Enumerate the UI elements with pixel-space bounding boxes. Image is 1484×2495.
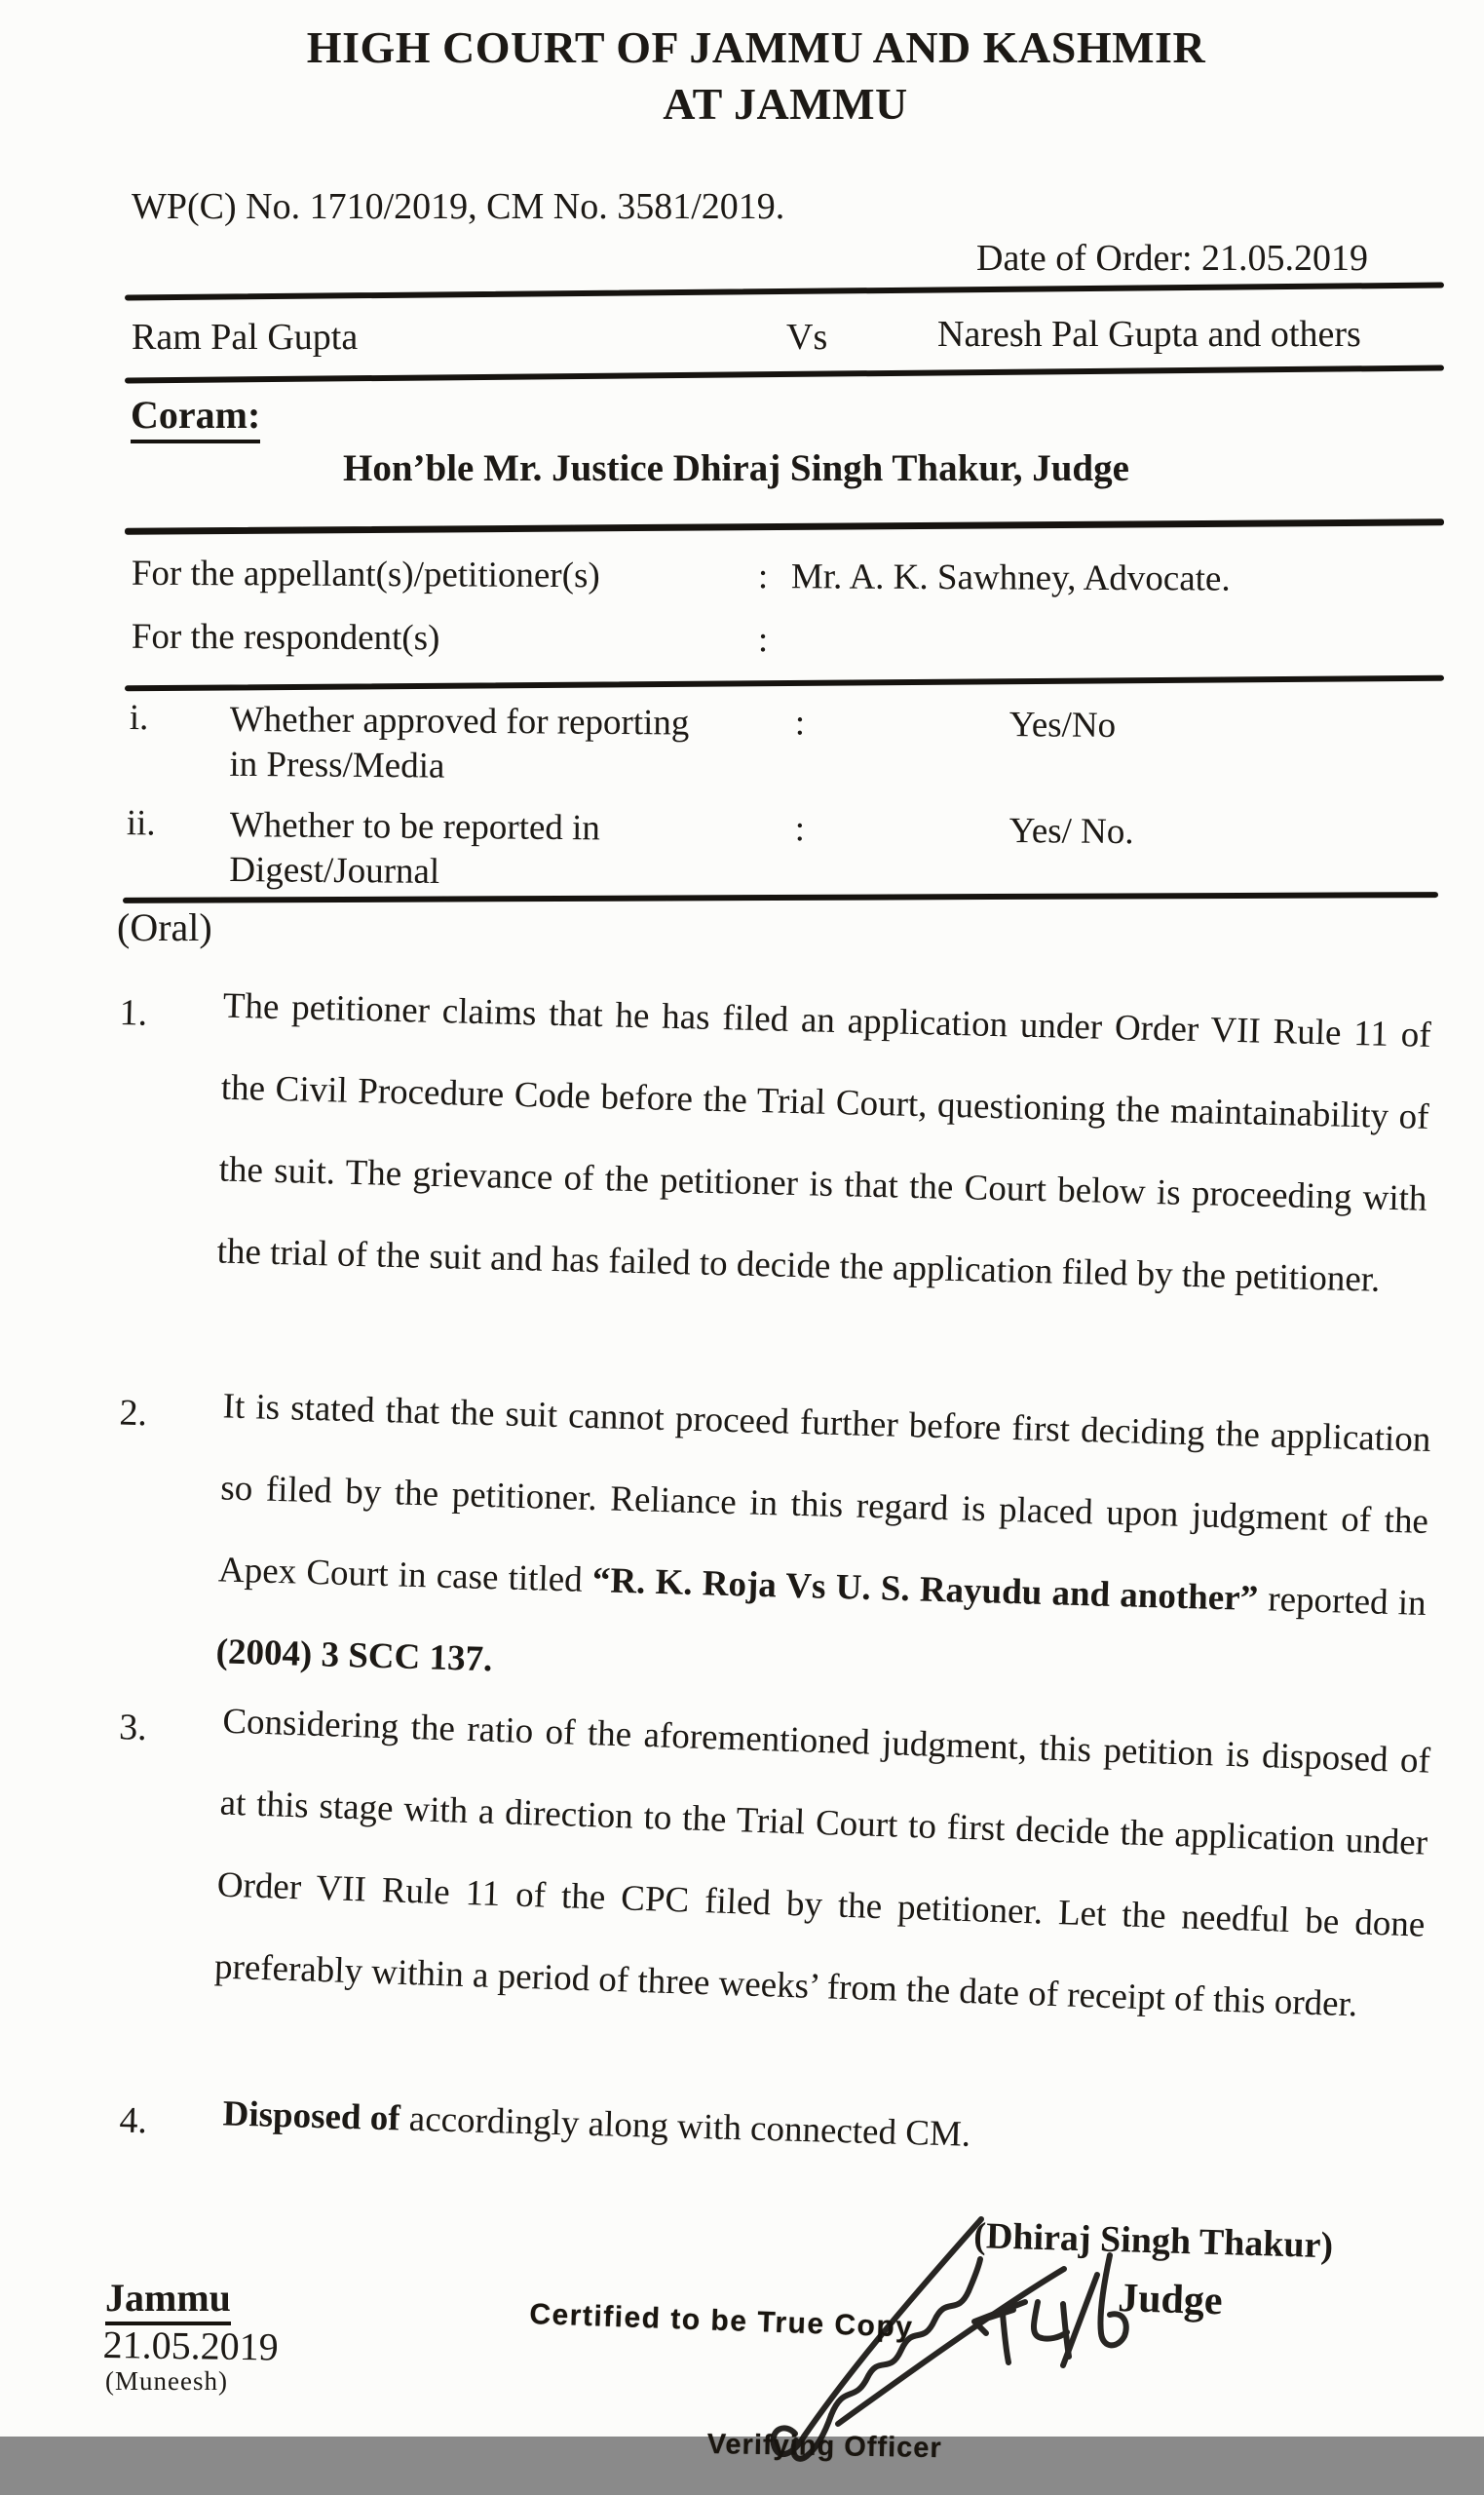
court-name-line1: HIGH COURT OF JAMMU AND KASHMIR [306,22,1206,72]
reporting-label: Whether to be reported in Digest/Journal [229,805,601,892]
appearance-value: Mr. A. K. Sawhney, Advocate. [790,557,1231,599]
paragraph-text: Considering the ratio of the aforementioned judgment, this petition is disposed of at this stage with a direction to the Trial Court to first decide the application under Order VII Rule 11 of the CPC filed by the petitioner. Let the needful be done preferably within a period of three weeks’ from the date of receipt of this order. [213,1701,1431,2025]
divider-rule-3 [125,518,1444,534]
paragraph-number: 2. [118,1392,148,1435]
divider-rule-2 [125,365,1444,384]
party-appellant: Ram Pal Gupta [132,317,359,358]
reporting-row [0,696,1484,787]
coram-label-wrap [131,392,260,438]
oral-label: (Oral) [117,905,212,949]
paragraph-number: 4. [118,2099,148,2142]
judge-title: Judge [1117,2275,1224,2324]
colon: : [757,557,769,597]
order-date: Date of Order: 21.05.2019 [976,238,1369,279]
order-paragraph [0,960,1484,1300]
reporting-label: Whether approved for reporting in Press/Media [229,699,690,787]
stamp-verifying-officer: Verifying Officer [706,2429,942,2465]
order-paragraph [0,1360,1483,1680]
appearance-label: For the respondent(s) [131,616,440,659]
signature-scrawl [429,2193,1189,2495]
divider-rule-1 [125,283,1444,301]
paragraph-text: It is stated that the suit cannot proceed further before first deciding the application so filed by the petitioner. Reliance in this regard is placed upon judgment of the Apex Court in case titled “R. K. Roja Vs U. S. Rayudu and another” reported in (2004) 3 SCC 137. [215,1386,1431,1680]
colon: : [757,620,769,661]
divider-rule-4 [125,675,1444,692]
coram-label: Coram: [131,393,260,443]
steno-name: (Muneesh) [105,2366,228,2396]
paragraph-number: 3. [118,1707,148,1749]
judge-signature-name: (Dhiraj Singh Thakur) [972,2214,1334,2267]
colon: : [794,703,806,744]
party-respondents: Naresh Pal Gupta and others [937,314,1361,355]
appearance-label: For the appellant(s)/petitioner(s) [131,553,600,596]
reporting-value: Yes/ No. [1008,811,1134,853]
order-paragraph [0,2067,1483,2155]
reporting-value: Yes/No [1008,705,1117,746]
case-number: WP(C) No. 1710/2019, CM No. 3581/2019. [132,186,785,227]
colon: : [794,809,806,850]
appearance-row [0,615,1484,661]
paragraph-text: The petitioner claims that he has filed an application under Order VII Rule 11 of the Civil Procedure Code before the Trial Court, questioning the maintainability of the suit. The grievance of the petitioner is that the Court below is proceeding with the trial of the suit and has failed to decide the application filed by the petitioner. [216,985,1432,1300]
stamp-certified-true-copy: Certified to be True Copy [528,2298,914,2344]
row-number: i. [129,698,149,739]
vs-label: Vs [786,317,828,358]
footer-date: 21.05.2019 [102,2322,279,2369]
paragraph-number: 1. [119,992,148,1034]
place-wrap [105,2275,231,2321]
place-name: Jammu [105,2276,231,2325]
coram-judge-line: Hon’ble Mr. Justice Dhiraj Singh Thakur, Judge [343,447,1129,489]
court-name-line2: AT JAMMU [663,79,908,129]
reporting-row [0,801,1484,892]
appearance-row [0,552,1484,599]
row-number: ii. [126,803,156,844]
paragraph-text: Disposed of accordingly along with connected CM. [222,2093,971,2155]
